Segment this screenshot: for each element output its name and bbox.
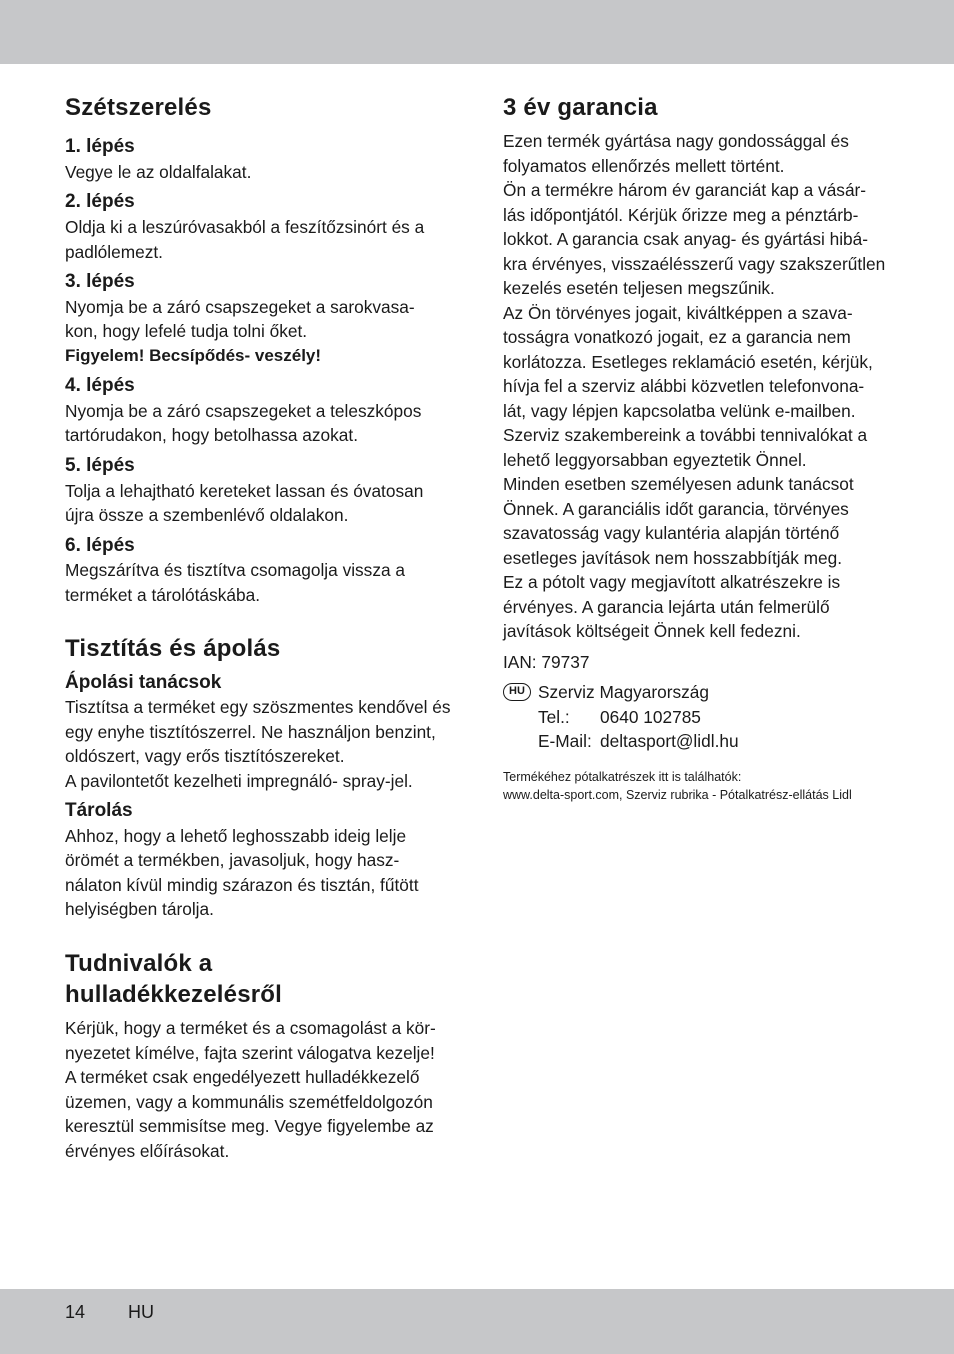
spare-parts-note: Termékéhez pótalkatrészek itt is találhatók: [503, 769, 742, 784]
disposal-text: Kérjük, hogy a terméket és a csomagolást a kör- [65, 1018, 436, 1039]
warranty-text: javítások költségeit Önnek kell fedezni. [503, 621, 801, 642]
step-text: Nyomja be a záró csapszegeket a teleszkópos [65, 400, 422, 421]
step-text: újra össze a szembenlévő oldalakon. [65, 505, 349, 526]
service-name: Szerviz Magyarország [538, 682, 709, 703]
right-column [503, 92, 903, 804]
step-3 [65, 270, 465, 368]
warranty-text: Ez a pótolt vagy megjavított alkatrészekre is [503, 572, 841, 593]
step-text: kon, hogy lefelé tudja tolni őket. [65, 321, 308, 342]
disposal-text: nyezetet kímélve, fajta szerint válogatva kezelje! [65, 1042, 435, 1063]
warranty-text: tosságra vonatkozó jogait, ez a garancia nem [503, 327, 851, 348]
care-tips-title: Ápolási tanácsok [65, 671, 222, 693]
warranty-text: Szerviz szakembereink a további tennivalókat a [503, 425, 868, 446]
step-text: Oldja ki a leszúróvasakból a feszítőzsinórt és a [65, 217, 425, 238]
step-text: padlólemezt. [65, 241, 163, 262]
email-value: deltasport@lidl.hu [600, 731, 739, 752]
service-phone [538, 705, 903, 730]
step-6 [65, 534, 465, 608]
step-label: 6. lépés [65, 534, 135, 556]
step-text: Vegye le az oldalfalakat. [65, 161, 252, 182]
step-label: 4. lépés [65, 375, 135, 397]
header-bar [0, 0, 954, 64]
phone-label: Tel.: [538, 706, 570, 727]
step-label: 1. lépés [65, 136, 135, 158]
warranty-text: Önnek. A garanciális időt garancia, törvényes [503, 498, 849, 519]
warranty-text: lát, vagy lépjen kapcsolatba velünk e-mailben. [503, 400, 856, 421]
page-number: 14 [65, 1302, 86, 1322]
warranty-text: Ezen termék gyártása nagy gondossággal és [503, 131, 849, 152]
step-1 [65, 135, 465, 184]
language-code: HU [128, 1302, 154, 1322]
warranty-body [503, 129, 903, 644]
step-5 [65, 454, 465, 528]
care-text: A pavilontetőt kezelheti impregnáló- spray-jel. [65, 770, 413, 791]
warranty-text: lehető leggyorsabban egyeztetik Önnel. [503, 449, 807, 470]
step-text: Tolja a lehajtható kereteket lassan és óvatosan [65, 480, 424, 501]
warranty-text: lokkot. A garancia csak anyag- és gyártási hibá- [503, 229, 869, 250]
step-label: 3. lépés [65, 271, 135, 293]
pinch-warning: Figyelem! Becsípődés- veszély! [65, 345, 322, 365]
storage-text: örömét a termékben, javasoljuk, hogy hasz- [65, 850, 400, 871]
warranty-text: folyamatos ellenőrzés mellett történt. [503, 155, 785, 176]
warranty-text: Az Ön törvényes jogait, kiváltképpen a szava- [503, 302, 853, 323]
warranty-title: 3 év garancia [503, 94, 658, 121]
storage-text: nálaton kívül mindig szárazon és tisztán, fűtött [65, 874, 419, 895]
step-text: tartórudakon, hogy betolhassa azokat. [65, 425, 359, 446]
warranty-text: érvényes. A garancia lejárta után felmerülő [503, 596, 830, 617]
step-2 [65, 190, 465, 264]
ian-number: IAN: 79737 [503, 651, 590, 672]
step-text: terméket a tárolótáskába. [65, 584, 260, 605]
storage-text: Ahhoz, hogy a lehető leghosszabb ideig lelje [65, 825, 407, 846]
warranty-text: Ön a termékre három év garanciát kap a vásár- [503, 180, 867, 201]
care-text: Tisztítsa a terméket egy szöszmentes kendővel és [65, 697, 451, 718]
hu-country-badge: HU [503, 683, 531, 701]
step-4 [65, 374, 465, 448]
care-text: oldószert, vagy erős tisztítószereket. [65, 746, 345, 767]
disposal-title-line1: Tudnivalók a [65, 949, 213, 977]
warranty-text: lás időpontjától. Kérjük őrizze meg a pénztárb- [503, 204, 859, 225]
warranty-text: esetleges javítások nem hosszabbítják meg. [503, 547, 843, 568]
step-label: 2. lépés [65, 191, 135, 213]
phone-value: 0640 102785 [600, 706, 701, 727]
step-text: Nyomja be a záró csapszegeket a sarokvasa- [65, 296, 415, 317]
warranty-text: korlátozza. Esetleges reklamáció esetén, kérjük, [503, 351, 873, 372]
warranty-text: hívja fel a szerviz alábbi közvetlen telefonvona- [503, 376, 865, 397]
email-label: E-Mail: [538, 731, 592, 752]
disposal-text: érvényes előírásokat. [65, 1140, 230, 1161]
warranty-text: kezelés esetén teljesen megszűnik. [503, 278, 775, 299]
care-text: egy enyhe tisztítószerrel. Ne használjon benzint, [65, 721, 436, 742]
spare-parts-link: www.delta-sport.com, Szerviz rubrika - Pótalkatrész-ellátás Lidl [503, 787, 852, 802]
left-column [65, 92, 465, 1163]
disposal-text: keresztül semmisítse meg. Vegye figyelembe az [65, 1116, 434, 1137]
step-label: 5. lépés [65, 454, 135, 476]
step-text: Megszárítva és tisztítva csomagolja vissza a [65, 560, 405, 581]
disassembly-title: Szétszerelés [65, 94, 212, 121]
warranty-text: szavatosság vagy kulantéria alapján történő [503, 523, 840, 544]
service-contact [503, 680, 903, 754]
cleaning-title: Tisztítás és ápolás [65, 635, 281, 663]
warranty-text: Minden esetben személyesen adunk tanácsot [503, 474, 854, 495]
warranty-text: kra érvényes, visszaélésszerű vagy szakszerűtlen [503, 253, 886, 274]
disposal-text: A terméket csak engedélyezett hulladékkezelő [65, 1067, 420, 1088]
service-email [538, 729, 903, 754]
disposal-title-line2: hulladékkezelésről [65, 981, 283, 1009]
storage-text: helyiségben tárolja. [65, 899, 214, 920]
disposal-text: üzemen, vagy a kommunális szemétfeldolgozón [65, 1091, 433, 1112]
storage-title: Tárolás [65, 800, 133, 822]
